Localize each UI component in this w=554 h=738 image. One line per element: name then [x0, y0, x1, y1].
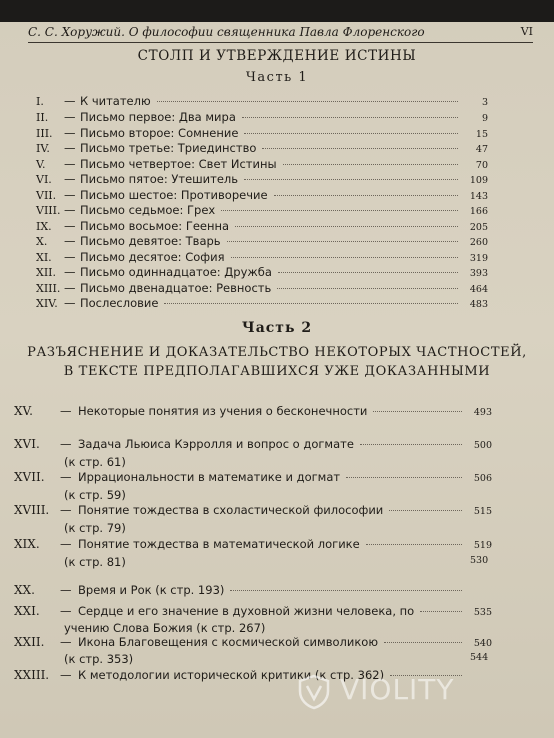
watermark	[296, 668, 542, 716]
toc-entry-page: 393	[469, 268, 488, 279]
toc-entry-subline: (к стр. 353)	[64, 652, 134, 666]
toc-entry-dash: —	[64, 281, 76, 295]
toc-entry-dash: —	[60, 668, 72, 682]
dot-leader	[235, 226, 458, 227]
toc-entry-dash: —	[60, 404, 72, 418]
toc-entry-number: V.	[36, 158, 46, 171]
toc-entry	[36, 126, 488, 140]
toc-entry-number: XII.	[36, 266, 57, 279]
toc-entry-number: XIX.	[14, 537, 40, 551]
toc-entry-number: XXI.	[14, 604, 40, 618]
toc-entry	[14, 635, 492, 651]
toc-entry-number: IX.	[36, 220, 52, 233]
toc-entry-page: 515	[473, 506, 492, 517]
toc-entry-number: II.	[36, 111, 49, 124]
dot-leader	[278, 272, 458, 273]
toc-entry	[36, 141, 488, 155]
toc-entry-title: Иррациональности в математике и догмат	[78, 470, 341, 484]
toc-entry-dash: —	[64, 234, 76, 248]
toc-entry-title: Письмо девятое: Тварь	[80, 234, 221, 248]
toc-entry-title: Письмо восьмое: Геенна	[80, 219, 230, 233]
toc-entry-dash: —	[64, 110, 76, 124]
toc-entry-dash: —	[64, 94, 76, 108]
part2-subtitle-line1: РАЗЪЯСНЕНИЕ И ДОКАЗАТЕЛЬСТВО НЕКОТОРЫХ ЧАСТНОСТЕЙ,	[27, 345, 527, 360]
toc-entry-title: К читателю	[80, 94, 151, 108]
toc-entry-subline: (к стр. 79)	[64, 521, 126, 535]
toc-entry-number: XI.	[36, 251, 52, 264]
dot-leader	[420, 611, 462, 612]
toc-entry-page: 500	[473, 440, 492, 451]
toc-entry-dash: —	[64, 265, 76, 279]
toc-entry-dash: —	[64, 203, 76, 217]
toc-entry-dash: —	[64, 188, 76, 202]
toc-entry-number: XVIII.	[14, 503, 50, 517]
toc-entry-dash: —	[60, 470, 72, 484]
toc-entry-dash: —	[60, 537, 72, 551]
toc-entry-number: III.	[36, 127, 53, 140]
toc-entry-dash: —	[64, 126, 76, 140]
toc-entry-page: 166	[469, 206, 488, 217]
toc-entry-title: Письмо двенадцатое: Ревность	[80, 281, 272, 295]
toc-entry-title: Письмо четвертое: Свет Истины	[80, 157, 277, 171]
toc-entry	[14, 470, 492, 486]
dot-leader	[277, 288, 458, 289]
toc-entry	[36, 94, 488, 108]
toc-entry-page-secondary: 530	[470, 555, 489, 566]
toc-entry-page: 143	[469, 191, 488, 202]
dot-leader	[283, 164, 458, 165]
toc-entry-subline: учению Слова Божия (к стр. 267)	[64, 621, 266, 635]
toc-entry	[14, 604, 492, 620]
toc-entry-subline: (к стр. 61)	[64, 455, 126, 469]
toc-entry	[36, 250, 488, 264]
toc-entry	[14, 583, 492, 599]
dot-leader	[221, 210, 458, 211]
toc-entry-number: XVI.	[14, 437, 40, 451]
toc-entry-number: XIV.	[36, 297, 58, 310]
watermark-brand: VIOLITY	[340, 673, 455, 706]
toc-entry-number: VIII.	[36, 204, 61, 217]
toc-entry	[14, 437, 492, 453]
toc-entry-number: IV.	[36, 142, 50, 155]
dot-leader	[389, 510, 462, 511]
dot-leader	[244, 133, 458, 134]
toc-entry	[36, 234, 488, 248]
toc-entry-page: 483	[469, 299, 488, 310]
toc-entry-page: 3	[481, 97, 488, 108]
part2-heading: Часть 2	[241, 320, 313, 336]
toc-entry-title: Письмо первое: Два мира	[80, 110, 236, 124]
toc-entry-title: Послесловие	[80, 296, 159, 310]
dot-leader	[230, 590, 462, 591]
toc-entry-page: 109	[469, 175, 488, 186]
toc-entry	[36, 219, 488, 233]
toc-entry-page: 260	[469, 237, 488, 248]
toc-entry	[14, 503, 492, 519]
dot-leader	[242, 117, 458, 118]
toc-entry-page: 9	[481, 113, 488, 124]
toc-entry	[36, 157, 488, 171]
toc-entry-title: Понятие тождества в математической логике	[78, 537, 360, 551]
part1-heading: Часть 1	[245, 70, 309, 85]
dot-leader	[346, 477, 462, 478]
header-rule	[28, 42, 533, 43]
toc-entry-title: Некоторые понятия из учения о бесконечности	[78, 404, 368, 418]
toc-entry	[36, 296, 488, 310]
toc-entry-dash: —	[64, 141, 76, 155]
part2-subtitle-line2: В ТЕКСТЕ ПРЕДПОЛАГАВШИХСЯ УЖЕ ДОКАЗАННЫМИ	[63, 364, 491, 379]
toc-entry-dash: —	[64, 172, 76, 186]
toc-entry-dash: —	[64, 296, 76, 310]
toc-entry-title: Письмо седьмое: Грех	[80, 203, 216, 217]
toc-entry-dash: —	[60, 604, 72, 618]
dot-leader	[164, 303, 458, 304]
dot-leader	[262, 148, 458, 149]
toc-entry-page: 15	[475, 129, 488, 140]
toc-entry-title: Письмо третье: Триединство	[80, 141, 257, 155]
toc-entry-page: 319	[469, 253, 488, 264]
toc-entry-title: Икона Благовещения с космической символикою	[78, 635, 379, 649]
toc-entry-number: XXIII.	[14, 668, 50, 682]
dot-leader	[373, 411, 462, 412]
toc-entry-number: VI.	[36, 173, 52, 186]
toc-entry-subline: (к стр. 59)	[64, 488, 126, 502]
toc-entry-dash: —	[60, 635, 72, 649]
toc-entry-subline: (к стр. 81)	[64, 555, 126, 569]
toc-entry	[36, 203, 488, 217]
toc-entry	[14, 537, 492, 553]
toc-entry-dash: —	[60, 583, 72, 597]
dot-leader	[244, 179, 458, 180]
shield-logo-icon	[296, 674, 332, 710]
toc-entry-title: Сердце и его значение в духовной жизни человека, по	[78, 604, 415, 618]
dot-leader	[366, 544, 462, 545]
toc-entry-title: Понятие тождества в схоластической философии	[78, 503, 384, 517]
toc-entry-page: 519	[473, 540, 492, 551]
dot-leader	[384, 642, 462, 643]
toc-entry-dash: —	[64, 157, 76, 171]
dot-leader	[231, 257, 459, 258]
toc-entry	[14, 404, 492, 420]
dark-top-edge	[0, 0, 554, 22]
dot-leader	[157, 101, 458, 102]
page-number: VI	[520, 25, 533, 38]
toc-entry	[36, 281, 488, 295]
toc-entry-dash: —	[64, 219, 76, 233]
toc-entry-number: XVII.	[14, 470, 45, 484]
toc-entry-page-secondary: 544	[470, 652, 489, 663]
toc-entry-number: XIII.	[36, 282, 61, 295]
toc-entry-page: 506	[473, 473, 492, 484]
toc-entry-page: 493	[473, 407, 492, 418]
toc-entry-page: 205	[469, 222, 488, 233]
toc-entry-page: 535	[473, 607, 492, 618]
toc-entry-title: Письмо шестое: Противоречие	[80, 188, 268, 202]
toc-entry	[36, 172, 488, 186]
dot-leader	[227, 241, 458, 242]
dot-leader	[274, 195, 458, 196]
toc-entry-number: VII.	[36, 189, 57, 202]
toc-entry	[36, 188, 488, 202]
toc-entry-dash: —	[60, 503, 72, 517]
book-title: СТОЛП И УТВЕРЖДЕНИЕ ИСТИНЫ	[137, 48, 417, 64]
toc-entry-dash: —	[60, 437, 72, 451]
toc-entry-dash: —	[64, 250, 76, 264]
toc-entry-title: К методологии исторической критики (к стр. 362)	[78, 668, 385, 682]
toc-entry-page: 70	[475, 160, 488, 171]
toc-entry-title: Письмо десятое: София	[80, 250, 225, 264]
toc-entry-title: Письмо пятое: Утешитель	[80, 172, 239, 186]
toc-entry-number: XX.	[14, 583, 35, 597]
toc-entry-number: XXII.	[14, 635, 45, 649]
toc-entry-page: 540	[473, 638, 492, 649]
dot-leader	[360, 444, 462, 445]
toc-entry-number: X.	[36, 235, 48, 248]
toc-entry	[36, 110, 488, 124]
toc-entry-page: 47	[475, 144, 488, 155]
toc-entry-title: Письмо второе: Сомнение	[80, 126, 239, 140]
running-title: С. С. Хоружий. О философии священника Павла Флоренского	[28, 25, 425, 39]
toc-entry	[36, 265, 488, 279]
toc-entry-number: XV.	[14, 404, 33, 418]
toc-entry-number: I.	[36, 95, 44, 108]
toc-entry-title: Задача Льюиса Кэрролля и вопрос о догмате	[78, 437, 354, 451]
toc-entry-title: Письмо одиннадцатое: Дружба	[80, 265, 272, 279]
running-head	[28, 25, 533, 41]
toc-entry-page: 464	[469, 284, 488, 295]
toc-entry-title: Время и Рок (к стр. 193)	[78, 583, 225, 597]
